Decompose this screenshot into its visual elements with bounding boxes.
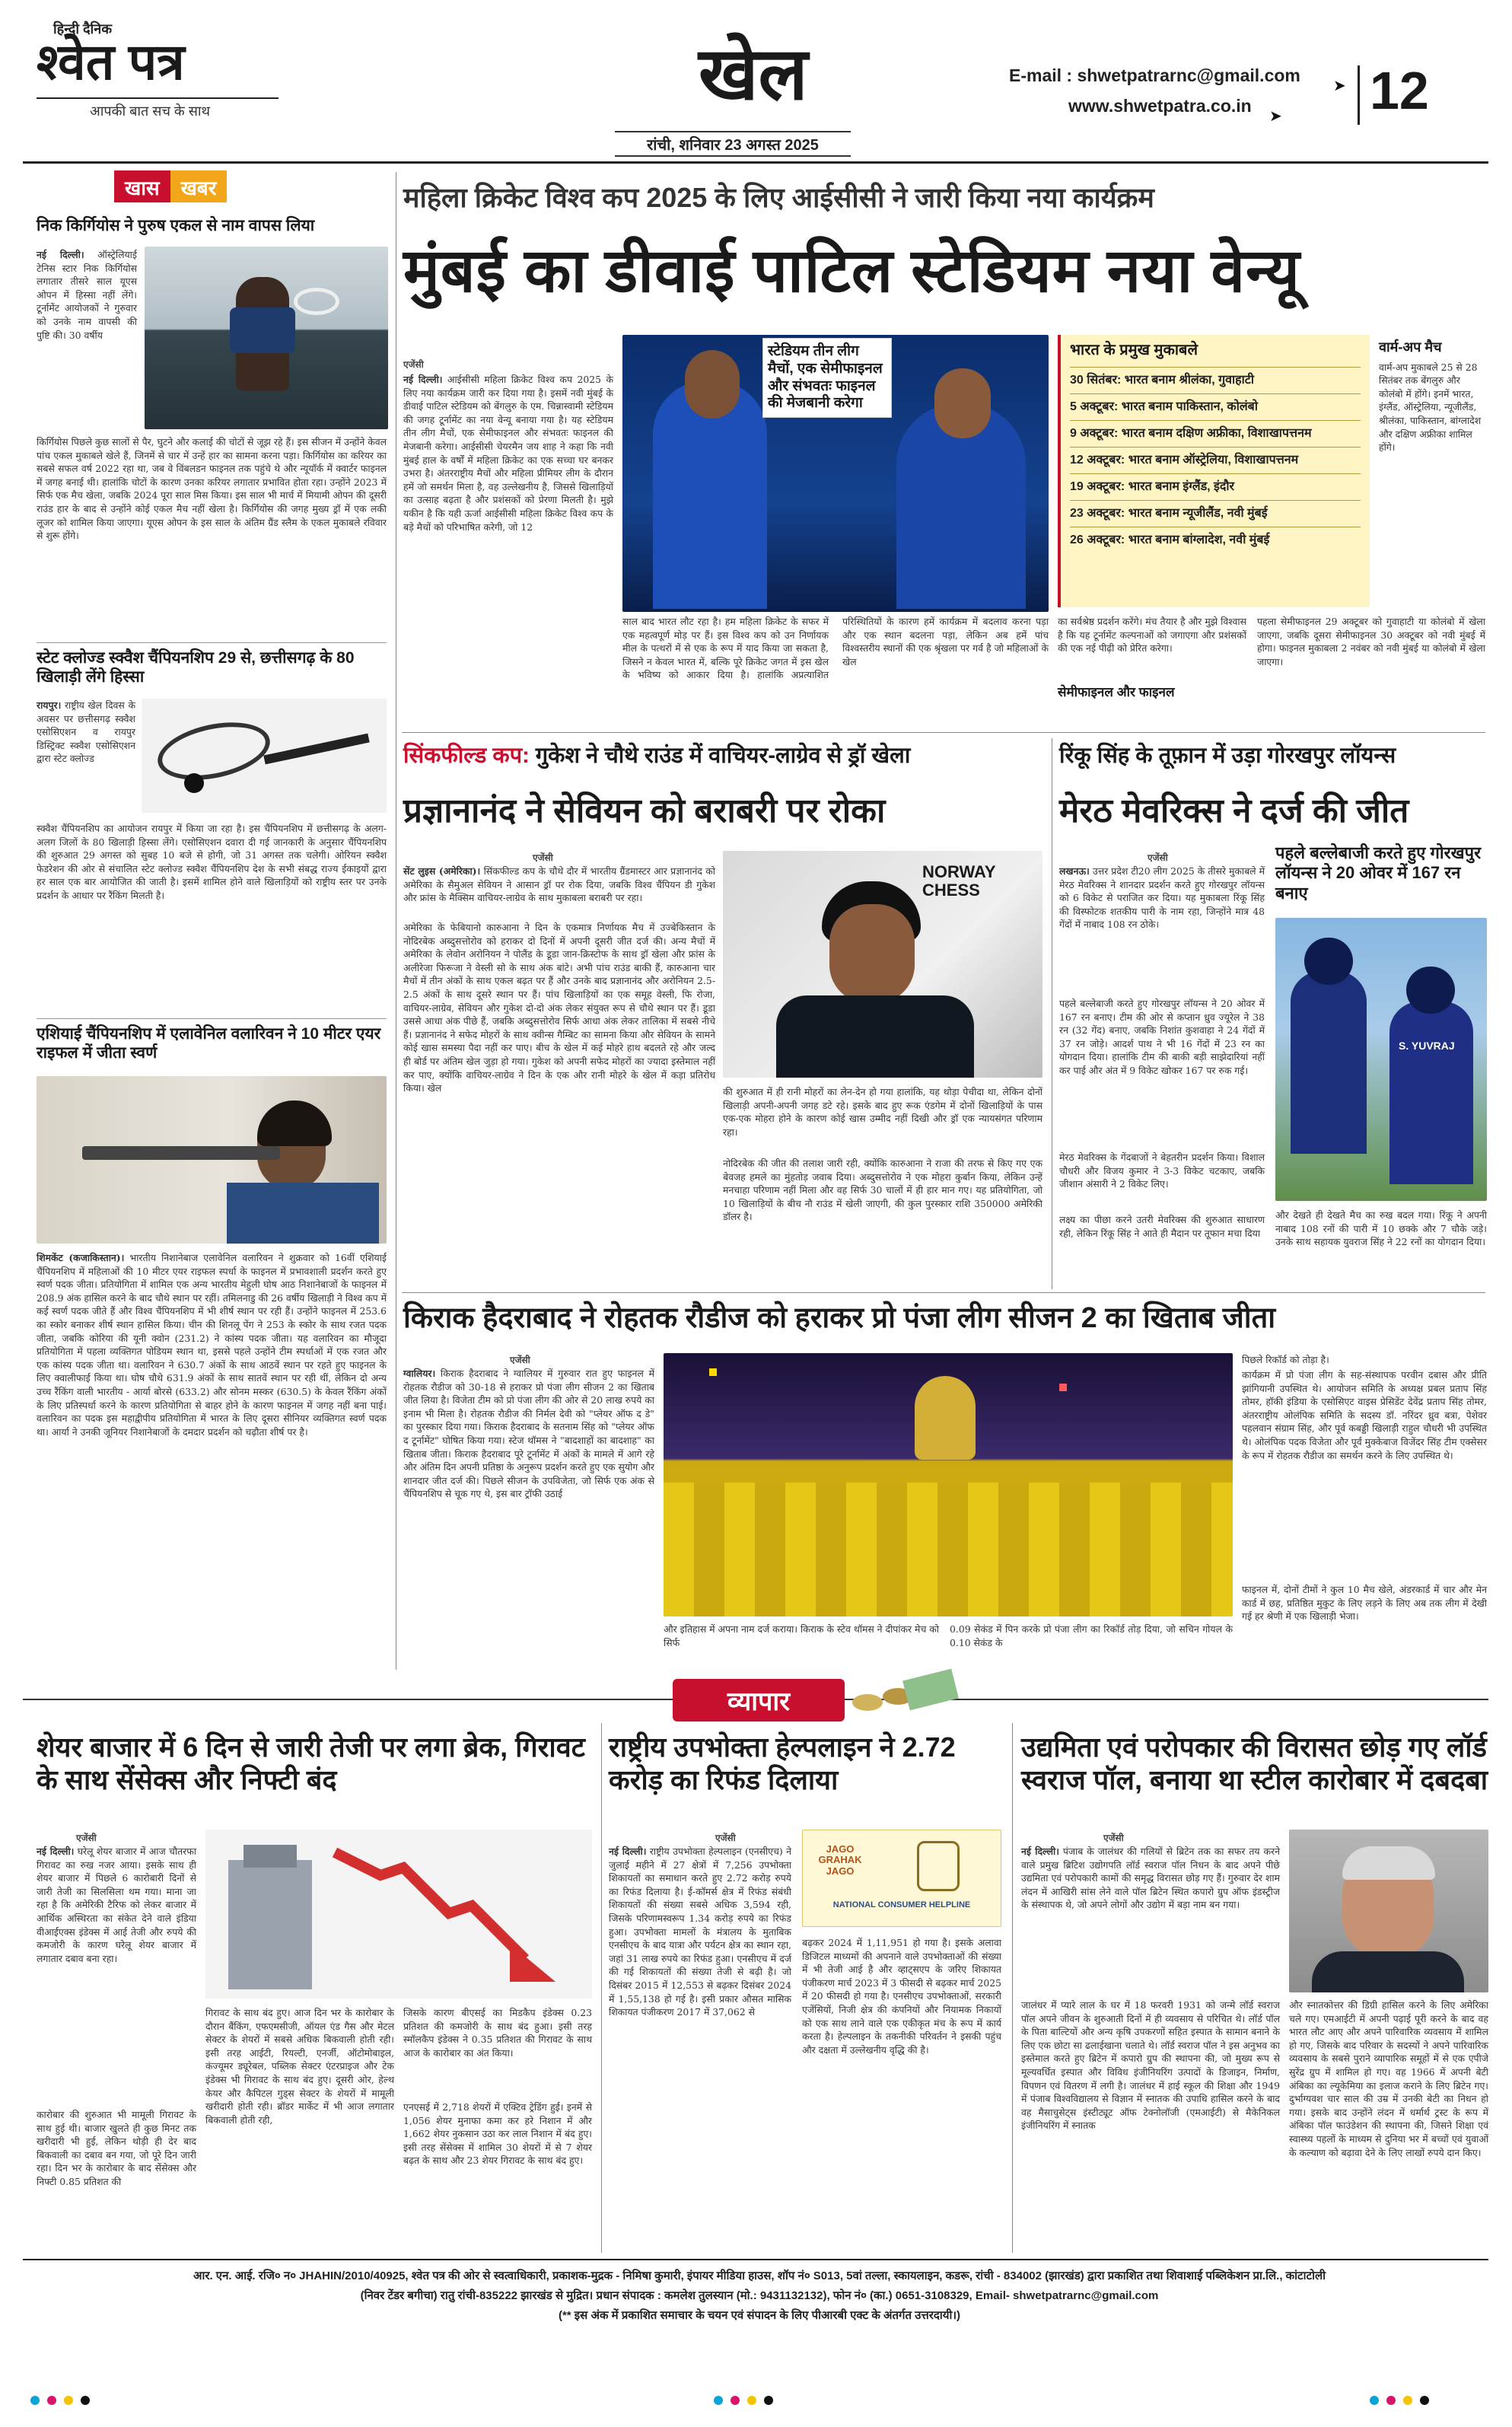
khas-khabar-label <box>114 170 227 202</box>
masthead-kicker: हिन्दी दैनिक <box>53 21 113 37</box>
biz1-body-3: जिसके कारण बीएसई का मिडकैप इंडेक्स 0.23 प्रतिशत की कमजोरी के साथ बंद हुआ। इसी तरह स्मॉलकैप इंडेक्स ने 0.35 प्रतिशत की गिरावट के साथ आज के कारोबार का अंत किया। <box>403 2007 592 2059</box>
page-number-divider <box>1358 65 1360 125</box>
shooter-jacket <box>227 1183 379 1244</box>
cricketer-left-face <box>685 350 740 419</box>
lead-place: नई दिल्ली। <box>403 374 443 385</box>
left-s2-place: रायपुर। <box>37 699 62 711</box>
confetti-2 <box>1059 1384 1067 1391</box>
chess-kicker-tag: सिंकफील्ड कप: <box>403 744 530 768</box>
vyapar-banner <box>673 1679 845 1722</box>
left-divider-1 <box>37 642 387 643</box>
jersey-name: S. YUVRAJ <box>1399 1040 1455 1052</box>
lead-body-2: साल बाद भारत लौट रहा है। हम महिला क्रिकेट के सफर में एक महत्वपूर्ण मोड़ पर हैं। इस विश्व कप को उन निर्णायक मील के पत्थरों में से एक के रूप में याद किया जा सकता है, जिसने न केवल भारत में, बल्कि पूरे क्रिकेट जगत में इस खेल के भविष्य को आकार दिया है। हालांकि अप्रत्याशित परिस्थितियों के कारण हमें कार्यक्रम में बदलाव करना पड़ा और एक स्थान बदलना पड़ा, लेकिन अब हमें पांच विश्वस्तरीय स्थानों की एक श्रृंखला पर गर्व है जो महिलाओं के खेल <box>622 616 1049 681</box>
warmup-title: वार्म-अप मैच <box>1379 339 1442 355</box>
warmup-body: वार्म-अप मुकाबले 25 से 28 सितंबर तक बेंगलुरु और कोलंबो में होंगे। इनमें भारत, इंग्लैंड, ऑस्ट्रेलिया, न्यूजीलैंड, श्रीलंका, पाकिस्तान, बांग्लादेश और दक्षिण अफ्रीका शामिल होंगे। <box>1379 361 1482 454</box>
lead-headline: मुंबई का डीवाई पाटिल स्टेडियम नया वेन्यू <box>403 237 1300 304</box>
trophy-shape <box>915 1376 976 1460</box>
biz3-place: नई दिल्ली। <box>1021 1846 1059 1857</box>
lead-agency: एजेंसी <box>403 359 424 370</box>
rinku-body-4: लक्ष्य का पीछा करने उतरी मेवरिक्स की शुरुआत साधारण रही, लेकिन रिंकू सिंह ने आते ही मैदान पर तूफान मचा दिया <box>1059 1214 1265 1239</box>
panja-place: ग्वालियर। <box>403 1368 436 1379</box>
fixtures-title: भारत के प्रमुख मुकाबले <box>1070 342 1198 358</box>
lord-paul-portrait <box>1289 1830 1488 1992</box>
left-s1-lead-text: ऑस्ट्रेलियाई टेनिस स्टार निक किर्गियोस लगातार तीसरे साल यूएस ओपन में हिस्सा नहीं लेंगे। टूर्नामेंट आयोजकों ने गुरुवार को उनके नाम वापसी की पुष्टि की। 30 वर्षीय <box>37 249 137 341</box>
biz2-body-1-text: राष्ट्रीय उपभोक्ता हेल्पलाइन (एनसीएच) ने जुलाई महीने में 27 क्षेत्रों में 7,256 उपभोक्ता शिकायतों का समाधान करते हुए 2.72 करोड़ रुपये का रिफंड दिलाया है। ई-कॉमर्स क्षेत्र में रिफंड संबंधी शिकायतों की संख्या सबसे अधिक 3,594 रही, जिसके परिणामस्वरूप 1.34 करोड़ रुपये का रिफंड हुआ। उपभोक्ता मामलों के मंत्रालय के मुताबिक एनसीएच के बाद यात्रा और पर्यटन क्षेत्र का स्थान रहा, जहां 31 लाख रुपये का रिफंड हुआ। एनसीएच में दर्ज की गई शिकायतों की संख्या तेजी से बढ़ी है। जो दिसंबर 2015 में 12,553 से बढ़कर दिसंबर 2024 में 1,55,138 हो गई है। इसी प्रकार औसत मासिक शिकायत पंजीकरण 2017 में 37,062 से <box>609 1846 791 2018</box>
panja-body-1-text: किराक हैदराबाद ने ग्वालियर में गुरुवार रात हुए फाइनल में रोहतक रौडीज को 30-18 से हराकर प्रो पंजा लीग सीजन 2 का खिताब जीत लिया है। विजेता टीम को प्रो पंजा लीग की ओर से 20 लाख रुपये का इनाम भी मिला है। रोहतक रौडीज की निर्मल देवी को "प्लेयर ऑफ द डे" का पुरस्कार दिया गया। किराक हैदराबाद के सतनाम सिंह को "प्लेयर ऑफ द टूर्नामेंट" घोषित किया गया। स्टेज थॉमस ने "बादशाहों का बादशाह" का खिताब जीता। किराक हैदराबाद पूरे टूर्नामेंट में अंकों के मामले में आगे रहे और अंतिम दिन अपनी प्रतिष्ठा के अनुरूप प्रदर्शन करते हुए एक सुयोग और शानदार जीत दर्ज की। पिछले सीजन के उपविजेता, जो सिर्फ एक अंक से चैंपियनशिप से चूक गए थे, इस बार ट्रॉफी उठाई <box>403 1368 654 1500</box>
email-label: E-mail : <box>1009 65 1073 85</box>
rinku-bottom-rule <box>402 1292 1485 1293</box>
lead-body-1-text: आईसीसी महिला क्रिकेट विश्व कप 2025 के लिए नया कार्यक्रम जारी कर दिया गया है। इसमें नवी मुंबई के डीवाई पाटिल स्टेडियम को बेंगलुरु के एम. चिन्नास्वामी स्टेडियम की जगह टूर्नामेंट का नया वेन्यू बनाया गया है। यह स्टेडियम तीन लीग मैचों, एक सेमीफाइनल और संभवतः फाइनल की मेजबानी करेगा। आईसीसी चेयरमैन जय शाह ने कहा कि नवी मुंबई हाल के वर्षों में महिला क्रिकेट का एक सच्चा घर बनकर उभरा है। अंतरराष्ट्रीय मैचों और महिला प्रीमियर लीग के दौरान हमें जो समर्थन मिला है, वह उल्लेखनीय है, जिससे खिलाड़ियों का उत्साह बढ़ता है और प्रशंसकों को प्रेरणा मिलती है। मुझे यकीन है कि यही ऊर्जा आईसीसी महिला क्रिकेट विश्व कप के बड़े मैचों को परिभाषित करेगी, जो 12 <box>403 374 613 533</box>
left-s3-place: शिमकेंट (कजाकिस्तान)। <box>37 1252 125 1263</box>
fixtures-list <box>1070 367 1361 553</box>
chess-player-photo <box>723 851 1042 1078</box>
trophy-celebration-photo <box>664 1353 1233 1616</box>
chess-banner-text: NORWAY CHESS <box>922 862 996 900</box>
player-face <box>829 904 915 1003</box>
biz3-body-1-text: पंजाब के जालंधर की गलियों से ब्रिटेन तक का सफर तय करने वाले प्रमुख ब्रिटिश उद्योगपति लॉर्ड स्वराज पॉल निधन के बाद अपने पीछे उद्यमिता एवं परोपकारी कामों की समृद्ध विरासत छोड़ गए हैं। गुरुवार देर शाम लंदन में आखिरी सांस लेने वाले पॉल ब्रिटेन स्थित कपारो ग्रुप ऑफ इंडस्ट्रीज के संस्थापक थे, जो अपने लोगों और उद्योग में बड़ा नाम बन गया। <box>1021 1846 1280 1911</box>
panja-body-3: 0.09 सेकंड में पिन करके प्रो पंजा लीग का रिकॉर्ड तोड़ दिया, जो सचिन गोयल के 0.10 सेकंड के <box>950 1623 1233 1648</box>
coins-graphic <box>845 1671 959 1717</box>
chess-agency: एजेंसी <box>533 852 553 863</box>
left-s2-title: स्टेट क्लोज्ड स्क्वैश चैंपियनशिप 29 से, छत्तीसगढ़ के 80 खिलाड़ी लेंगे हिस्सा <box>37 649 355 686</box>
vyapar-title: व्यापार <box>727 1687 791 1716</box>
women-cricketers-photo <box>622 335 1049 612</box>
masthead-underline <box>37 97 279 99</box>
biz-divider-2 <box>1012 1723 1013 2253</box>
coin-1 <box>852 1694 883 1711</box>
biz3-body-1 <box>1021 1845 1280 1912</box>
page-number: 12 <box>1370 61 1429 120</box>
biz2-headline: राष्ट्रीय उपभोक्ता हेल्पलाइन ने 2.72 करोड़ का रिफंड दिलाया <box>609 1731 956 1796</box>
reg-dot <box>1420 2396 1429 2405</box>
panja-headline: किराक हैदराबाद ने रोहतक रौडीज को हराकर प्रो पंजा लीग सीजन 2 का खिताब जीता <box>403 1302 1276 1334</box>
shooter-photo <box>37 1076 387 1244</box>
left-s1-body: किर्गियोस पिछले कुछ सालों से पैर, घुटने और कलाई की चोटों से जूझ रहे हैं। इस सीजन में उन्होंने केवल पांच एकल मुकाबले खेले हैं, जिनमें से चार में उन्हें हार का सामना करना पड़ा। किर्गियोस का करियर का सबसे सफल वर्ष 2022 रहा था, जब वे विंबलडन फाइनल तक पहुंचे थे और न्यूयॉर्क में क्वार्टर फाइनल में जगह बनाई थी। हालांकि चोटों के कारण उनका करियर लगातार प्रभावित होता रहा। उन्होंने 2023 में सिर्फ एक मैच खेला, जबकि 2024 पूरा साल मिस किया। इस साल भी मार्च में मियामी ओपन की दूसरी राउंड हार के बाद से उन्होंने कोई एकल मैच नहीं खेला है। किर्गियोस की जगह मुख्य ड्रॉ में एक लकी लूजर को शामिल किया जाएगा। यूएस ओपन के इस साल के अंतिम ग्रैंड स्लैम के एकल मुकाबले रविवार से शुरू होंगे। <box>37 436 387 542</box>
left-divider-2 <box>37 1018 387 1019</box>
rinku-callout: पहले बल्लेबाजी करते हुए गोरखपुर लॉयन्स ने 20 ओवर में 167 रन बनाए <box>1275 843 1482 903</box>
fixture-item: 5 अक्टूबर: भारत बनाम पाकिस्तान, कोलंबो <box>1070 393 1361 420</box>
cricketer-right-face <box>934 368 991 438</box>
biz3-headline: उद्यमिता एवं परोपकार की विरासत छोड़ गए लॉर्ड स्वराज पॉल, बनाया था स्टील कारोबार में दबदबा <box>1021 1731 1488 1796</box>
footer-imprint-3: (** इस अंक में प्रकाशित समाचार के चयन एवं संपादन के लिए पीआरबी एक्ट के अंतर्गत उत्तरदायी।) <box>558 2309 961 2322</box>
panja-body-6: फाइनल में, दोनों टीमों ने कुल 10 मैच खेले, अंडरकार्ड में चार और मेन कार्ड में छह, प्रतिष्ठित मुकुट के लिए लड़ने के लिए अब तक लीग में देखी गई हर श्रेणी में एक खिलाड़ी भेजा। <box>1242 1584 1487 1623</box>
left-s3-body <box>37 1251 387 1439</box>
player-1-jersey <box>1291 971 1367 1154</box>
panja-body-4: पिछले रिकॉर्ड को तोड़ा है। <box>1242 1354 1329 1365</box>
registration-dots-center <box>714 2396 820 2408</box>
email-line <box>1009 65 1300 86</box>
falling-chart-photo <box>205 1830 592 1999</box>
reg-dot <box>30 2396 40 2405</box>
section-title: खेल <box>699 33 808 115</box>
team-row <box>664 1483 1233 1616</box>
cursor-icon-2: ➤ <box>1269 108 1282 125</box>
footer-imprint-1: आर. एन. आई. रजि० न० JHAHIN/2010/40925, श्वेत पत्र की ओर से स्वत्वाधिकारी, प्रकाशक-मुद्रक - निमिषा कुमारी, इंपायर मीडिया हाउस, शॉप नं० S013, 5वां तल्ला, स्कायलाइन, कडरू, रांची - 834002 (झारखंड) द्वारा प्रकाशित तथा शिवाशाई पब्लिकेशन प्रा.लि., कांटाटोली <box>193 2269 1326 2282</box>
rinku-body-1 <box>1059 865 1265 932</box>
reg-dot <box>1403 2396 1412 2405</box>
player-jacket <box>776 995 974 1078</box>
lead-body-3: का सर्वश्रेष्ठ प्रदर्शन करेंगे। मंच तैयार है और मुझे विश्वास है कि यह टूर्नामेंट कल्पनाओं को जगाएगा और प्रशंसकों की एक नई पीढ़ी को प्रेरित करेगा। <box>1058 616 1246 655</box>
lead-body-1 <box>403 373 613 533</box>
chess-kicker-text: गुकेश ने चौथे राउंड में वाचियर-लाग्रेव से ड्रॉ खेला <box>535 744 911 768</box>
footer-top-rule <box>23 2259 1488 2260</box>
player-2-helmet <box>1406 967 1455 1014</box>
emblem-icon <box>917 1841 960 1891</box>
biz2-body-1 <box>609 1845 791 2019</box>
fixture-item: 12 अक्टूबर: भारत बनाम ऑस्ट्रेलिया, विशाखापत्तनम <box>1070 447 1361 473</box>
biz1-place: नई दिल्ली। <box>37 1846 75 1857</box>
biz3-body-2: जालंधर में प्यारे लाल के घर में 18 फरवरी 1931 को जन्मे लॉर्ड स्वराज पॉल अपने जीवन के शुरुआती दिनों में ही व्यवसाय से परिचित थे। लॉर्ड पॉल के पिता बाल्टियों और अन्य कृषि उपकरणों सहित इस्पात के सामान बनाने के लिए एक छोटा सा ढलाईखाना चलाते थे। लॉर्ड स्वराज पॉल ने इस अनुभव का इस्तेमाल करते हुए ब्रिटेन में कपारो ग्रुप की स्थापना की, जो मुख्य रूप से मूल्यवर्धित इस्पात और विविध इंजीनियरिंग उत्पादों के डिजाइन, निर्माण, विपणन एवं वितरण में लगी है। जालंधर में हाई स्कूल की शिक्षा और 1949 में पंजाब विश्वविद्यालय से विज्ञान में स्नातक की उपाधि हासिल करने के बाद वह मैसाचुसेट्स इंस्टीट्यूट ऑफ टेक्नोलॉजी (एमआईटी) से मैकेनिकल इंजीनियरिंग में स्नातक <box>1021 1999 1280 2132</box>
rinku-body-3: मेरठ मेवरिक्स के गेंदबाजों ने बेहतरीन प्रदर्शन किया। विशाल चौधरी और विजय कुमार ने 3-3 विकेट चटकाए, जबकि जीशान अंसारी ने 2 विकेट लिए। <box>1059 1151 1265 1190</box>
racket-head-1 <box>152 713 275 789</box>
chess-place: सेंट लुइस (अमेरिका)। <box>403 865 481 877</box>
panja-body-1 <box>403 1367 654 1501</box>
fixtures-box <box>1058 335 1370 607</box>
reg-dot <box>47 2396 56 2405</box>
registration-dots-right <box>1370 2396 1484 2408</box>
reg-dot <box>1386 2396 1396 2405</box>
reg-dot <box>64 2396 73 2405</box>
shooter-hair <box>257 1100 332 1146</box>
lead-kicker: महिला क्रिकेट विश्व कप 2025 के लिए आईसीसी ने जारी किया नया कार्यक्रम <box>403 182 1154 213</box>
left-s2-lead-text: राष्ट्रीय खेल दिवस के अवसर पर छत्तीसगढ़ स्क्वैश एसोसिएशन व रायपुर डिस्ट्रिक्ट स्क्वैश एसोसिएशन द्वारा स्टेट क्लोज्ड <box>37 699 135 765</box>
chess-kicker <box>403 743 1042 769</box>
khas-label: खास <box>114 170 170 202</box>
chess-body-1 <box>403 865 715 905</box>
fixture-item: 30 सितंबर: भारत बनाम श्रीलंका, गुवाहाटी <box>1070 367 1361 393</box>
photo-caption: स्टेडियम तीन लीग मैचों, एक सेमीफाइनल और संभवतः फाइनल की मेजबानी करेगा <box>768 343 883 412</box>
issue-date: रांची, शनिवार 23 अगस्त 2025 <box>647 137 819 154</box>
rinku-agency: एजेंसी <box>1148 852 1168 863</box>
racket-handle-1 <box>263 734 369 765</box>
left-s1-title: निक किर्गियोस ने पुरुष एकल से नाम वापस लिया <box>37 217 315 234</box>
biz2-agency: एजेंसी <box>715 1833 736 1843</box>
logo-bottom-text: NATIONAL CONSUMER HELPLINE <box>832 1900 971 1909</box>
footer-imprint-2: (निवर टेंडर बगीचा) रातु रांची-835222 झारखंड से मुद्रित। प्रधान संपादक : कमलेश तुलस्यान (मो.: 9431132132), फोन नं० (का.) 0651-3108329, Email- shwetpatrarnc@gmail.com <box>360 2289 1159 2302</box>
panja-body-2: और इतिहास में अपना नाम दर्ज कराया। किराक के स्टेव थॉमस ने दीपांकर मेच को सिर्फ <box>664 1623 939 1648</box>
fixture-item: 23 अक्टूबर: भारत बनाम न्यूजीलैंड, नवी मुंबई <box>1070 500 1361 527</box>
rinku-kicker: रिंकू सिंह के तूफ़ान में उड़ा गोरखपुर लॉयन्स <box>1059 744 1396 768</box>
masthead-bottom-rule <box>23 161 1488 164</box>
email-address[interactable]: shwetpatrarnc@gmail.com <box>1077 65 1300 85</box>
left-s3-title: एशियाई चैंपियनशिप में एलावेनिल वलारिवन ने 10 मीटर एयर राइफल में जीता स्वर्ण <box>37 1025 381 1062</box>
player-shirt <box>230 307 295 353</box>
biz2-body-2: बढ़कर 2024 में 1,11,951 हो गया है। इसके अलावा डिजिटल माध्यमों की अपनाने वाले उपभोक्ताओं की संख्या में भी तेजी आई है और व्हाट्सएप के जरिए शिकायत पंजीकरण मार्च 2023 में 3 फीसदी से बढ़कर मार्च 2025 में 20 फीसदी हो गया है। एनसीएच उपभोक्ताओं, सरकारी एजेंसियों, निजी क्षेत्र की कंपनियों और नियामक निकायों को एक साथ लाने वाले एक एकीकृत मंच के रूप में कार्य करता है। हेल्पलाइन के तकनीकी परिवर्तन ने इसकी पहुंच और दक्षता में उल्लेखनीय वृद्धि की है। <box>802 1937 1001 2056</box>
left-s2-lead <box>37 699 135 766</box>
warmup-box <box>1376 335 1488 607</box>
rinku-headline: मेरठ मेवरिक्स ने दर्ज की जीत <box>1059 792 1409 830</box>
lead-bottom-rule <box>402 732 1485 733</box>
reg-dot <box>81 2396 90 2405</box>
squash-ball <box>184 773 204 793</box>
reg-dot <box>764 2396 773 2405</box>
portrait-suit <box>1312 1951 1464 1992</box>
chess-headline: प्रज्ञानानंद ने सेवियन को बराबरी पर रोका <box>403 792 886 830</box>
rinku-body-2: पहले बल्लेबाजी करते हुए गोरखपुर लॉयन्स ने 20 ओवर में 167 रन बनाए। टीम की ओर से कप्तान ध्रुव ज्यूरेल ने 38 रन (32 गेंद) बनाए, जबकि निशांत कुशवाहा ने 24 गेंदों में 37 रन जोड़े। आदर्श पाथ ने भी 16 गेंदों में 23 रन का योगदान दिया। हालांकि टीम की बाकी बड़ी साझेदारियां नहीं कर पाई और अंत में 9 विकेट खोकर 167 पर रुक गई। <box>1059 998 1265 1077</box>
biz1-body-1: कारोबार की शुरुआत भी मामूली गिरावट के साथ हुई थी। बाजार खुलते ही कुछ मिनट तक खरीदारी भी हुई, लेकिन थोड़ी ही देर बाद बिकवाली का दबाव बन गया, जो पूरे दिन जारी रहा। दिन भर के कारोबार के बाद सेंसेक्स और निफ्टी 0.85 प्रतिशत की <box>37 2109 196 2188</box>
consumer-helpline-logo <box>802 1830 1001 1927</box>
reg-dot <box>1370 2396 1379 2405</box>
player-1-helmet <box>1304 938 1353 985</box>
photo-caption-box <box>762 338 892 418</box>
portrait-hair <box>1342 1846 1435 1880</box>
website[interactable]: www.shwetpatra.co.in <box>1068 96 1252 116</box>
cursor-icon: ➤ <box>1333 78 1346 94</box>
squash-racket-photo <box>142 699 387 813</box>
cricket-players-photo <box>1275 918 1487 1201</box>
biz1-agency: एजेंसी <box>76 1833 97 1843</box>
kicker-rule <box>47 27 50 29</box>
fixture-item: 9 अक्टूबर: भारत बनाम दक्षिण अफ्रीका, विशाखापत्तनम <box>1070 420 1361 447</box>
biz1-headline: शेयर बाजार में 6 दिन से जारी तेजी पर लगा ब्रेक, गिरावट के साथ सेंसेक्स और निफ्टी बंद <box>37 1731 585 1796</box>
chess-body-4: नोदिरबेक की जीत की तलाश जारी रही, क्योंकि कारुआना ने राजा की तरफ से किए गए एक बेवजह हमले का मुंहतोड़ जवाब दिया। अब्दुसत्तोरोव ने एक मोहरा कुर्बान किया, लेकिन उन्हें मनचाहा परिणाम नहीं मिला और वह सिर्फ 30 चालों में ही हार मान गए। यह प्रतियोगिता, जो 10 खिलाड़ियों के बीच नौ राउंड में खेली जाएगी, की कुल पुरस्कार राशि 350000 अमेरिकी डॉलर है। <box>723 1158 1042 1223</box>
rifle-shape <box>82 1146 280 1160</box>
reg-dot <box>747 2396 756 2405</box>
biz1-body-2: गिरावट के साथ बंद हुए। आज दिन भर के कारोबार के दौरान बैंकिंग, एफएमसीजी, ऑयल एंड गैस और मेटल सेक्टर के शेयरों में सबसे अधिक बिकवाली होती रही। इसी तरह आईटी, रियल्टी, एनर्जी, ऑटोमोबाइल, कंज्यूमर ड्यूरेबल, पब्लिक सेक्टर एंटरप्राइज और टेक इंडेक्स भी गिरावट के साथ बंद हुए। दूसरी ओर, हेल्थ केयर और कैपिटल गुड्स सेक्टर के शेयरों में मामूली खरीदारी होती रही। ब्रॉडर मार्केट में भी आज लगातार बिकवाली होती रही, <box>205 2007 394 2126</box>
khabar-label: खबर <box>170 170 228 202</box>
rinku-body-5: और देखते ही देखते मैच का रुख बदल गया। रिंकू ने अपनी नाबाद 108 रनों की पारी में 10 छक्के और 7 चौके जड़े। उनके साथ सहायक युवराज सिंह ने 22 रनों का योगदान दिया। <box>1275 1209 1487 1248</box>
racket-shape <box>294 288 339 315</box>
left-s1-lead <box>37 248 137 342</box>
biz1-lead <box>37 1845 196 1965</box>
biz2-place: नई दिल्ली। <box>609 1846 647 1857</box>
rinku-body-1-text: उत्तर प्रदेश टी20 लीग 2025 के तीसरे मुकाबले में मेरठ मेवरिक्स ने शानदार प्रदर्शन करते हुए गोरखपुर लॉयन्स को 6 विकेट से पराजित कर दिया। यह मुकाबला रिंकू सिंह की विस्फोटक शतकीय पारी के नाम रहा, जिन्होंने मात्र 48 गेंदों में नाबाद 108 रन ठोके। <box>1059 865 1265 931</box>
registration-dots-left <box>30 2396 152 2408</box>
chess-body-1-text: सिंकफील्ड कप के चौथे दौर में भारतीय ग्रैंडमास्टर आर प्रज्ञानानंद को अमेरिका के सैमुअल सेवियन ने आसान ड्रॉ पर रोक दिया, जबकि विश्व चैंपियन डी गुकेश और फ्रांस के मैक्सिम वाचियर-लाग्रेव के साथ मुकाबला बराबरी पर रहा। <box>403 865 715 904</box>
panja-agency: एजेंसी <box>510 1355 530 1365</box>
tagline: आपकी बात सच के साथ <box>90 104 211 119</box>
tennis-player-photo <box>145 247 388 429</box>
logo-top-text: JAGO GRAHAK JAGO <box>818 1843 862 1877</box>
left-s2-body: स्क्वैश चैंपियनशिप का आयोजन रायपुर में किया जा रहा है। इस चैंपियनशिप में छत्तीसगढ़ के अलग-अलग जिलों के 80 खिलाड़ी हिस्सा लेंगे। एसोसिएशन दवारा दी गई जानकारी के अनुसार चैंपियनशिप की शुरुआत 29 अगस्त को सुबह 10 बजे से होगी, जो 31 अगस्त तक चलेगी। ओरियन स्क्वैश फेडरेशन की ओर से संचालित स्टेट क्लोज्ड स्क्वैश चैंपियनशिप देश के सभी संबद्ध राज्य ईकाइयों द्वारा हर साल एक बार आयोजित की जाती है। इसमें शामिल होने वाले खिलाड़ियों को राष्ट्रीय स्तर पर उनके प्रदर्शन के आधार पर रैंकिंग मिलती है। <box>37 823 387 902</box>
biz3-agency: एजेंसी <box>1103 1833 1124 1843</box>
lead-subhead: सेमीफाइनल और फाइनल <box>1058 685 1175 699</box>
biz1-lead-text: घरेलू शेयर बाजार में आज चौतरफा गिरावट का रुख नजर आया। इसके साथ ही शेयर बाजार में पिछले 6 कारोबारी दिनों से जारी तेजी का सिलसिला थम गया। माना जा रहा है कि अमेरिकी टैरिफ को लेकर बाजार में आर्थिक अस्थिरता का संकेत देने वाले इंडिया वीआईएक्स इंडेक्स में आई तेजी और रुपये की कमजोरी के कारण घरेलू शेयर बाजार में लगातार दबाव बना रहा। <box>37 1846 196 1964</box>
biz3-body-3: और स्नातकोत्तर की डिग्री हासिल करने के लिए अमेरिका चले गए। एमआईटी में अपनी पढ़ाई पूरी करने के बाद वह भारत लौट आए और अपने पारिवारिक व्यवसाय में शामिल हो गए, जिसके बाद परिवार के सदस्यों ने अपने पारिवारिक व्यवसाय के सबसे पुराने व्यापारिक समूहों में से एक एपीजे सुरेंद्र ग्रुप में शामिल हो गए। वह 1966 में अपनी बेटी अंबिका का ल्यूकेमिया का इलाज कराने के लिए ब्रिटेन गए। दुर्भाग्यवश चार साल की उम्र में उनकी बेटी का निधन हो गया। इसके बाद उन्होंने लंदन में धर्मार्थ ट्रस्ट के रूप में अंबिका पॉल फाउंडेशन की स्थापना की, जिसने शिक्षा एवं स्वास्थ्य पहलों के माध्यम से दुनिया भर में बच्चों एवं युवाओं के कल्याण को बढ़ावा देने के लिए लाखों रुपये दान किए। <box>1289 1999 1488 2158</box>
left-s3-body-text: भारतीय निशानेबाज एलावेनिल वलारिवन ने शुक्रवार को 16वीं एशियाई चैंपियनशिप में महिलाओं की 10 मीटर एयर राइफल स्पर्धा के फाइनल में प्रभावशाली प्रदर्शन करते हुए स्वर्ण पदक जीता। प्रतियोगिता में शामिल एक अन्य भारतीय मेहुली घोष आठ निशानेबाजों के फाइनल में 208.9 अंक हासिल करने के बाद चौथे स्थान पर रहीं। तमिलनाडु की 26 वर्षीय खिलाड़ी ने विश्व कप में कई स्वर्ण पदक जीते हैं और विश्व चैंपियनशिप में भी शीर्ष स्थान पर रही हैं। उन्होंने फाइनल में 253.6 का स्कोर बनाकर शीर्ष स्थान हासिल किया। चीन की शिनलू पेंग ने 253 के स्कोर के साथ रजत पदक जीता, जबकि कोरिया की यूनी क्वोन (231.2) ने कांस्य पदक जीता। यह वलारिवन का मौजूदा प्रतियोगिता में पहला व्यक्तिगत पोडियम स्थान था, इससे पहले उन्होंने टीम स्पर्धाओं में एक रजत और एक कांस्य पदक जीता था। वलारिवन ने 630.7 अंकों के साथ आठवें स्थान पर रहते हुए फाइनल के लिए क्वालीफाई किया था। घोष चौथे 631.9 अंकों के साथ सातवें स्थान पर रही थीं, लेकिन दो अन्य उच्च रैंकिंग वाली भारतीय - आर्या बोरसे (633.2) और सोनम मस्कर (630.5) के केवल रैंकिंग अंकों के लिए प्रतिस्पर्धा करने के कारण प्रतियोगिता से बाहर होने के कारण फाइनल में जगह नहीं बना पाई। वलारिवन का पदक इस महाद्वीपीय प्रतियोगिता में भारत के लिए दूसरा सीनियर व्यक्तिगत स्वर्ण पदक था। आर्या ने उनकी जूनियर निशानेबाजों के दमदार प्रदर्शन को चढ़ौता शीर्ष पर है। <box>37 1252 387 1438</box>
rinku-place: लखनऊ। <box>1059 865 1090 877</box>
biz-divider-1 <box>601 1723 602 2253</box>
falling-arrow-icon <box>205 1830 592 1999</box>
reg-dot <box>731 2396 740 2405</box>
fixture-item: 26 अक्टूबर: भारत बनाम बांग्लादेश, नवी मुंबई <box>1070 527 1361 553</box>
chess-body-2: अमेरिका के फेबियानो कारुआना ने दिन के एकमात्र निर्णायक मैच में उज्बेकिस्तान के नोदिरबेक अब्दुसत्तोरोव को हराकर दो दिनों में अपनी दूसरी जीत दर्ज की। अन्य मैचों में अमेरिका के लेवोन अरोनियन ने पोलैंड के डूडा जान-क्रिस्टोफ के साथ ड्रॉ खेला और फ्रांस के अलीरेजा फिरूजा ने वेस्ली सो के साथ अंक बांटे। अभी पांच राउंड बाकी हैं, कारुआना चार मैचों में तीन अंकों के साथ एकल बढ़त पर हैं और उनके बाद प्रज्ञानानंद और अरोनियन 2.5-2.5 अंकों के साथ दूसरे स्थान पर हैं। पांच खिलाड़ियों का एक समूह वेस्ली, फि रोजा, वाचियर-लाग्रेव, सेवियन और गुकेश दो-दो अंक लेकर संयुक्त रूप से चौथे स्थान पर हैं। डूडा उससे आधा अंक पीछे हैं, जबकि अब्दुसत्तोरोव सिर्फ आधा अंक लेकर तालिका में सबसे नीचे हैं। प्रज्ञानानंद ने सफेद मोहरों के साथ क्वीन्स गैम्बिट का सामना किया और सेवियन के सामने कोई खास समस्या पैदा नहीं कर पाए। बीच के खेल में कई मोहरे हाथ बदलते रहे और जल्द ही बोर्ड पर अंतिम खेल जुड़ा हो गया। गुकेश को अपनी सफेद मोहरों का ज्यादा इस्तेमाल नहीं कर पाए, क्योंकि वाचियर-लाग्रेव ने दिन के एक और रानी मोहरे के खेल में कड़ा प्रतिरोध किया। खेल <box>403 922 716 1094</box>
banknote <box>902 1669 959 1711</box>
reg-dot <box>714 2396 723 2405</box>
lead-body-4: पहला सेमीफाइनल 29 अक्टूबर को गुवाहाटी या कोलंबो में खेला जाएगा, जबकि दूसरा सेमीफाइनल 30 अक्टूबर को नवी मुंबई में होगा। फाइनल मुकाबला 2 नवंबर को नवी मुंबई या कोलंबो में खेला जाएगा। <box>1257 616 1485 667</box>
player-2-jersey <box>1389 1002 1473 1184</box>
fixture-item: 19 अक्टूबर: भारत बनाम इंग्लैंड, इंदौर <box>1070 473 1361 500</box>
left-s1-place: नई दिल्ली। <box>37 249 84 260</box>
chess-body-3: की शुरुआत में ही रानी मोहरों का लेन-देन हो गया हालांकि, यह थोड़ा पेचीदा था, लेकिन दोनों खिलाड़ी अपनी-अपनी जगह डटे रहे। इसके बाद हुए रूक एंडगेम में दोनों खिलाड़ियों के पास एक-एक मोहरा होने के कारण कोई खास उम्मीद नहीं दिखी और ड्रॉ एक न्यायसंगत परिणाम रहा। <box>723 1086 1042 1138</box>
panja-body-5: कार्यक्रम में प्रो पंजा लीग के सह-संस्थापक परवीन दबास और प्रीति झांगियानी उपस्थित थे। आयोजन समिति के अध्यक्ष प्रबल प्रताप सिंह तोमर, हॉकी इंडिया के एसोसिएट वाइस प्रेसिडेंट देवेंद्र प्रताप सिंह तोमर, अंतरराष्ट्रीय ओलंपिक समिति के सदस्य डॉ. नरिंदर ध्रुव बत्रा, पेशेवर पहलवान संग्राम सिंह, और पूर्व कबड्डी खिलाड़ी राहुल चौधरी भी उपस्थित थे। ओलंपिक पदक विजेता और पूर्व मुक्केबाज विजेंदर सिंह टीम एक्सेसर के रूप में रोहतक रौडीज का समर्थन करने के लिए उपस्थित थे। <box>1242 1369 1487 1461</box>
confetti-1 <box>709 1368 717 1376</box>
biz1-body-4: एनएसई में 2,718 शेयरों में एक्टिव ट्रेडिंग हुई। इनमें से 1,056 शेयर मुनाफा कमा कर हरे निशान में और 1,662 शेयर नुकसान उठा कर लाल निशान में बंद हुए। इसी तरह सेंसेक्स में शामिल 30 शेयरों में से 7 शेयर बढ़त के साथ और 23 शेयर गिरावट के साथ बंद हुए। <box>403 2101 592 2167</box>
newspaper-name: श्वेत पत्र <box>37 33 185 90</box>
